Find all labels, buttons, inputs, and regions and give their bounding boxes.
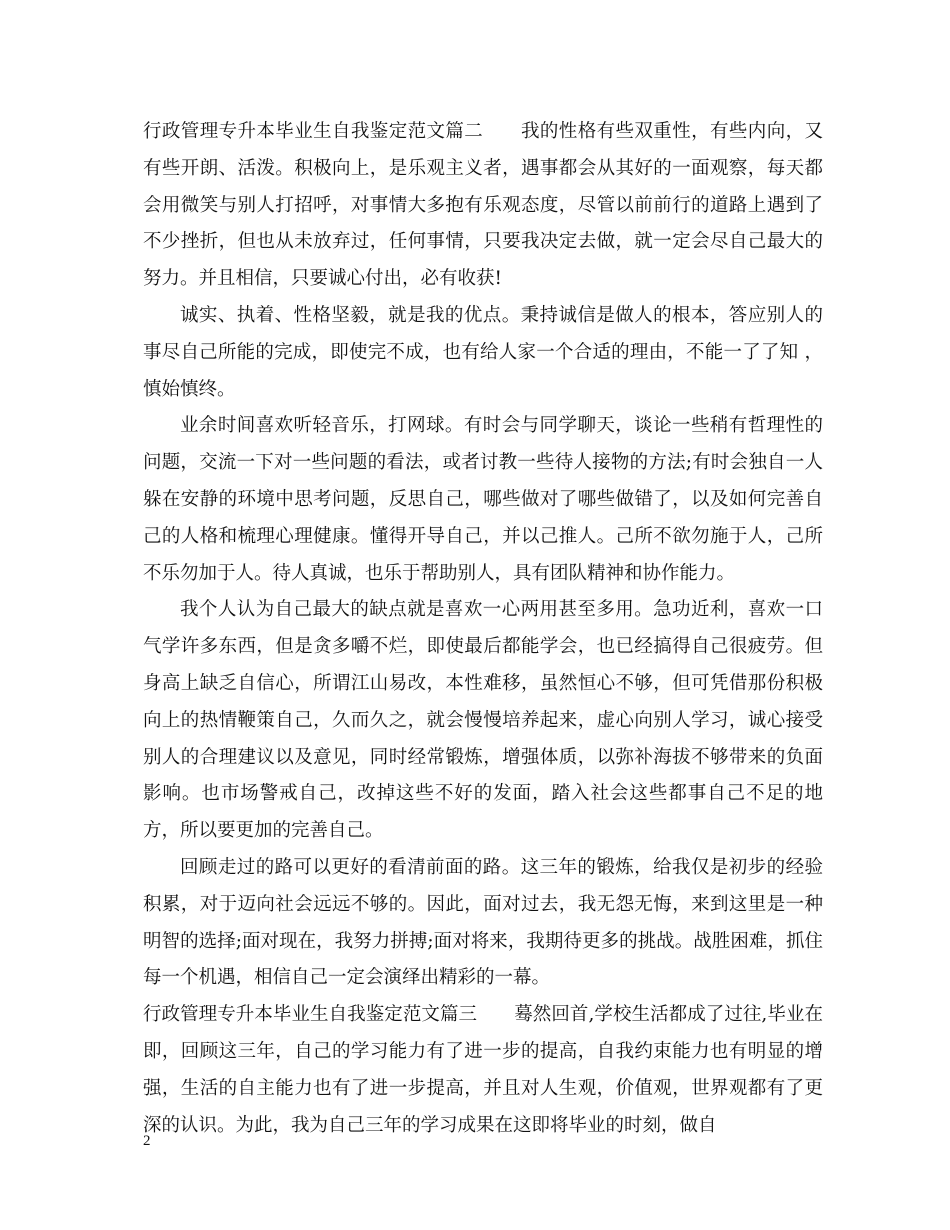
document-body	[143, 114, 823, 1144]
paragraph-hobbies: 业余时间喜欢听轻音乐，打网球。有时会与同学聊天，谈论一些稍有哲理性的问题，交流一下对一些问题的看法，或者讨教一些待人接物的方法;有时会独自一人躲在安静的环境中思考问题，反思自己，哪些做对了哪些做错了，以及如何完善自己的人格和梳理心理健康。懂得开导自己，并以己推人。己所不欲勿施于人，己所不乐勿加于人。待人真诚，也乐于帮助别人，具有团队精神和协作能力。	[143, 415, 823, 584]
paragraph-weaknesses: 我个人认为自己最大的缺点就是喜欢一心两用甚至多用。急功近利，喜欢一口气学许多东西，但是贪多嚼不烂，即使最后都能学会，也已经搞得自己很疲劳。但身高上缺乏自信心，所谓江山易改，本性难移，虽然恒心不够，但可凭借那份积极向上的热情鞭策自己，久而久之，就会慢慢培养起来，虚心向别人学习，诚心接受别人的合理建议以及意见，同时经常锻炼，增强体质，以弥补海拔不够带来的负面影响。也市场警戒自己，改掉这些不好的发面，踏入社会这些都事自己不足的地方，所以要更加的完善自己。	[143, 599, 823, 842]
paragraph-essay-two-intro: 行政管理专升本毕业生自我鉴定范文篇二 我的性格有些双重性，有些内向，又有些开朗、活泼。积极向上，是乐观主义者，遇事都会从其好的一面观察，每天都会用微笑与别人打招呼，对事情大多抱有乐观态度，尽管以前前行的道路上遇到了不少挫折，但也从未放弃过，任何事情，只要我决定去做，就一定会尽自己最大的努力。并且相信，只要诚心付出，必有收获!	[143, 121, 823, 290]
paragraph-strengths: 诚实、执着、性格坚毅，就是我的优点。秉持诚信是做人的根本，答应别人的事尽自己所能的完成，即使完不成，也有给人家一个合适的理由，不能一了了知 ，慎始慎终。	[143, 304, 823, 400]
paragraph-review: 回顾走过的路可以更好的看清前面的路。这三年的锻炼，给我仅是初步的经验积累，对于迈向社会远远不够的。因此，面对过去，我无怨无悔，来到这里是一种明智的选择;面对现在，我努力拼搏;面对将来，我期待更多的挑战。战胜困难，抓住每一个机遇，相信自己一定会演绎出精彩的一幕。	[143, 856, 823, 989]
paragraph-essay-three-intro: 行政管理专升本毕业生自我鉴定范文篇三 蓦然回首,学校生活都成了过往,毕业在即，回顾这三年，自己的学习能力有了进一步的提高，自我约束能力也有明显的增强，生活的自主能力也有了进一步提高，并且对人生观，价值观，世界观都有了更深的认识。为此，我为自己三年的学习成果在这即将毕业的时刻，做自	[143, 1004, 823, 1136]
page-number: 2	[143, 1133, 151, 1149]
